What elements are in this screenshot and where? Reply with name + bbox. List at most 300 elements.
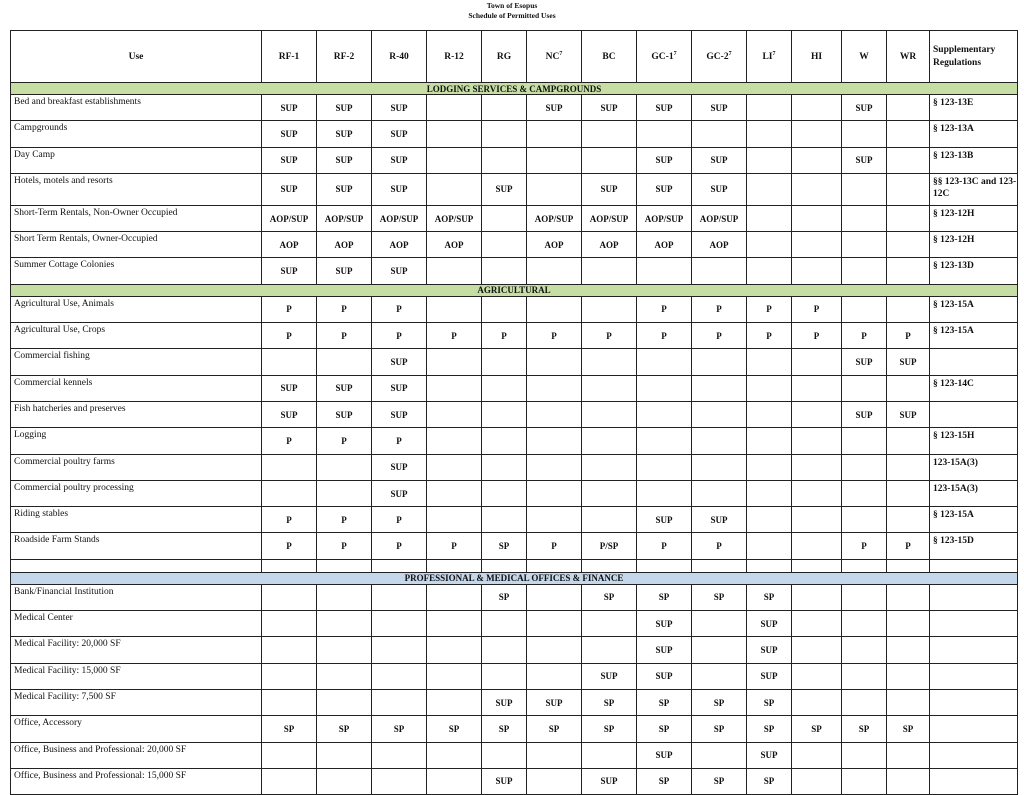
permission-cell (482, 147, 527, 173)
permission-cell (527, 401, 582, 427)
column-label: RF-1 (278, 51, 300, 62)
permission-cell (692, 375, 747, 401)
permission-cell: SP (747, 689, 792, 715)
column-label: BC (602, 51, 616, 62)
permission-cell: P (527, 533, 582, 559)
supplementary-regulation-cell (930, 584, 1018, 610)
permission-cell (792, 232, 842, 258)
permission-cell (482, 663, 527, 689)
permission-cell: SUP (317, 173, 372, 205)
column-label: GC-2 (706, 52, 729, 63)
permission-cell (637, 480, 692, 506)
supplementary-regulation-cell (930, 716, 1018, 742)
permission-cell (887, 173, 930, 205)
permission-cell (427, 480, 482, 506)
permission-cell (792, 173, 842, 205)
permission-cell: SP (842, 716, 887, 742)
column-header-gc-2 (692, 31, 747, 83)
permission-cell (842, 689, 887, 715)
permission-cell: SUP (692, 95, 747, 121)
permission-cell (887, 454, 930, 480)
permission-cell (317, 349, 372, 375)
column-label: WR (899, 51, 917, 62)
section-title: LODGING SERVICES & CAMPGROUNDS (11, 83, 1018, 95)
permission-cell (582, 121, 637, 147)
column-label: LI (762, 52, 773, 63)
permission-cell: P (692, 533, 747, 559)
permission-cell: SUP (637, 95, 692, 121)
permission-cell (842, 375, 887, 401)
permission-cell: SUP (372, 173, 427, 205)
permission-cell (372, 689, 427, 715)
permission-cell: P (372, 428, 427, 454)
permission-cell: SUP (262, 375, 317, 401)
permission-cell: SP (372, 716, 427, 742)
permission-cell (792, 375, 842, 401)
permission-cell (747, 428, 792, 454)
permission-cell (792, 584, 842, 610)
section-header-row (11, 83, 1018, 95)
permission-cell (792, 121, 842, 147)
permission-cell: P (792, 323, 842, 349)
permission-cell: SUP (887, 401, 930, 427)
permission-cell (482, 95, 527, 121)
permission-cell (842, 296, 887, 322)
permission-cell: P (747, 323, 792, 349)
supplementary-regulation-cell: § 123-15A (930, 296, 1018, 322)
use-cell: Day Camp (11, 147, 262, 173)
permission-cell (842, 454, 887, 480)
permission-cell (427, 258, 482, 284)
permission-cell: P (427, 533, 482, 559)
permission-cell (887, 663, 930, 689)
permission-cell: SUP (482, 768, 527, 794)
table-row (11, 428, 1018, 454)
use-cell: Medical Facility: 20,000 SF (11, 637, 262, 663)
column-header-r-12 (427, 31, 482, 83)
permission-cell: SP (582, 716, 637, 742)
permission-cell (792, 611, 842, 637)
use-cell: Commercial poultry farms (11, 454, 262, 480)
empty-cell (637, 559, 692, 572)
permission-cell (887, 768, 930, 794)
permission-cell: SUP (527, 689, 582, 715)
permission-cell (747, 454, 792, 480)
supplementary-regulation-cell: § 123-15A (930, 507, 1018, 533)
permission-cell (317, 637, 372, 663)
section-title: PROFESSIONAL & MEDICAL OFFICES & FINANCE (11, 572, 1018, 584)
permission-cell (262, 480, 317, 506)
permission-cell (427, 173, 482, 205)
permission-cell (317, 454, 372, 480)
permission-cell (262, 637, 317, 663)
permission-cell (792, 637, 842, 663)
permission-cell (482, 296, 527, 322)
permission-cell (582, 480, 637, 506)
permission-cell (692, 258, 747, 284)
permission-cell: SUP (372, 121, 427, 147)
permission-cell (692, 401, 747, 427)
permission-cell: P (317, 533, 372, 559)
permission-cell (582, 296, 637, 322)
permission-cell (482, 121, 527, 147)
permission-cell: SUP (372, 401, 427, 427)
permission-cell: SP (637, 716, 692, 742)
permission-cell (692, 454, 747, 480)
permission-cell (582, 258, 637, 284)
permission-cell (842, 768, 887, 794)
empty-cell (747, 559, 792, 572)
permission-cell (527, 611, 582, 637)
permission-cell (262, 663, 317, 689)
use-cell: Medical Facility: 15,000 SF (11, 663, 262, 689)
permission-cell: P (792, 296, 842, 322)
column-header-hi (792, 31, 842, 83)
permission-cell (262, 349, 317, 375)
table-row (11, 95, 1018, 121)
use-cell: Short-Term Rentals, Non-Owner Occupied (11, 205, 262, 231)
permission-cell: AOP/SUP (582, 205, 637, 231)
permission-cell (427, 349, 482, 375)
permission-cell: AOP/SUP (692, 205, 747, 231)
permission-cell: AOP/SUP (372, 205, 427, 231)
permission-cell (842, 258, 887, 284)
permission-cell: SUP (747, 742, 792, 768)
permission-cell (747, 349, 792, 375)
permission-cell (637, 121, 692, 147)
permission-cell (887, 584, 930, 610)
column-label: R-40 (389, 51, 409, 62)
permission-cell (317, 689, 372, 715)
permission-cell (692, 121, 747, 147)
permission-cell: SUP (262, 147, 317, 173)
permission-cell (637, 375, 692, 401)
permission-cell: SUP (582, 768, 637, 794)
permission-cell (842, 480, 887, 506)
supplementary-regulation-cell (930, 401, 1018, 427)
permission-cell: SUP (317, 401, 372, 427)
permission-cell (747, 173, 792, 205)
permission-cell (887, 121, 930, 147)
permission-cell: SP (792, 716, 842, 742)
permission-cell (842, 611, 887, 637)
permission-cell (637, 428, 692, 454)
permission-cell (317, 584, 372, 610)
permission-cell (372, 637, 427, 663)
use-cell: Medical Facility: 7,500 SF (11, 689, 262, 715)
permission-cell: SUP (372, 95, 427, 121)
supplementary-regulation-cell: § 123-15D (930, 533, 1018, 559)
permission-cell (427, 121, 482, 147)
permission-cell: AOP (262, 232, 317, 258)
column-header-rf-2 (317, 31, 372, 83)
permission-cell (427, 689, 482, 715)
permission-cell (792, 205, 842, 231)
supplementary-regulation-cell: § 123-13A (930, 121, 1018, 147)
column-header-wr (887, 31, 930, 83)
use-cell: Bank/Financial Institution (11, 584, 262, 610)
footnote-marker: 7 (559, 50, 563, 57)
permission-cell: SP (692, 689, 747, 715)
permission-cell (527, 480, 582, 506)
permission-cell (482, 480, 527, 506)
permission-cell: SUP (372, 454, 427, 480)
permission-cell: SP (692, 768, 747, 794)
document-title (0, 1, 1024, 21)
permission-cell: AOP/SUP (262, 205, 317, 231)
permission-cell: P (372, 323, 427, 349)
permission-cell (527, 375, 582, 401)
table-row (11, 768, 1018, 794)
supplementary-regulation-cell (930, 349, 1018, 375)
table-row (11, 349, 1018, 375)
use-cell: Medical Center (11, 611, 262, 637)
use-cell: Logging (11, 428, 262, 454)
supplementary-regulation-cell: § 123-13E (930, 95, 1018, 121)
permission-cell: P (262, 323, 317, 349)
permission-cell: P (317, 323, 372, 349)
use-cell: Campgrounds (11, 121, 262, 147)
permission-cell (527, 584, 582, 610)
permission-cell: SUP (582, 173, 637, 205)
table-row (11, 742, 1018, 768)
permission-cell (792, 258, 842, 284)
permission-cell (482, 611, 527, 637)
permission-cell (427, 768, 482, 794)
permission-cell (527, 121, 582, 147)
permission-cell: P (582, 323, 637, 349)
empty-cell (930, 559, 1018, 572)
section-header-row (11, 284, 1018, 296)
permission-cell (582, 611, 637, 637)
column-header-rg (482, 31, 527, 83)
permission-cell (482, 232, 527, 258)
footnote-marker: 7 (728, 50, 732, 57)
table-row (11, 584, 1018, 610)
permission-cell (887, 232, 930, 258)
table-row (11, 121, 1018, 147)
permission-cell (317, 768, 372, 794)
permission-cell: SP (692, 584, 747, 610)
permission-cell (887, 507, 930, 533)
permission-cell: SUP (262, 95, 317, 121)
permission-cell: P (527, 323, 582, 349)
permission-cell: SP (637, 689, 692, 715)
table-body (11, 83, 1018, 795)
permission-cell (887, 375, 930, 401)
permission-cell: SP (637, 584, 692, 610)
empty-cell (372, 559, 427, 572)
permission-cell (792, 95, 842, 121)
use-cell: Office, Business and Professional: 15,000 SF (11, 768, 262, 794)
supplementary-regulation-cell (930, 663, 1018, 689)
permission-cell: SUP (372, 349, 427, 375)
column-header-r-40 (372, 31, 427, 83)
table-row (11, 480, 1018, 506)
permission-cell: P (427, 323, 482, 349)
permission-cell (372, 742, 427, 768)
permission-cell: SP (747, 768, 792, 794)
permission-cell (747, 258, 792, 284)
table-row (11, 232, 1018, 258)
permission-cell (527, 768, 582, 794)
empty-cell (692, 559, 747, 572)
permission-cell: SP (482, 716, 527, 742)
use-cell: Office, Business and Professional: 20,000 SF (11, 742, 262, 768)
use-cell: Office, Accessory (11, 716, 262, 742)
permission-cell (842, 507, 887, 533)
permission-cell: SP (582, 584, 637, 610)
permission-cell (887, 205, 930, 231)
permission-cell (427, 147, 482, 173)
empty-cell (11, 559, 262, 572)
permission-cell: SUP (637, 611, 692, 637)
permission-cell: P (887, 533, 930, 559)
permission-cell (692, 742, 747, 768)
permission-cell: SP (637, 768, 692, 794)
permission-cell (792, 533, 842, 559)
permission-cell (747, 401, 792, 427)
permission-cell (887, 689, 930, 715)
use-cell: Short Term Rentals, Owner-Occupied (11, 232, 262, 258)
permission-cell: SUP (482, 173, 527, 205)
column-label: RG (496, 51, 512, 62)
empty-cell (792, 559, 842, 572)
supplementary-regulation-cell: § 123-15H (930, 428, 1018, 454)
table-row (11, 454, 1018, 480)
permission-cell (527, 147, 582, 173)
permission-cell: SP (527, 716, 582, 742)
permission-cell (842, 637, 887, 663)
permission-cell (482, 401, 527, 427)
permission-cell (792, 742, 842, 768)
permission-cell: SUP (842, 349, 887, 375)
empty-cell (482, 559, 527, 572)
permission-cell: SUP (637, 507, 692, 533)
permission-cell: P (842, 533, 887, 559)
permission-cell: P (887, 323, 930, 349)
permission-cell (527, 507, 582, 533)
permission-cell (692, 428, 747, 454)
permission-cell (692, 349, 747, 375)
permission-cell (372, 611, 427, 637)
permission-cell (482, 507, 527, 533)
permission-cell: SP (692, 716, 747, 742)
permission-cell (792, 147, 842, 173)
permission-cell (792, 401, 842, 427)
empty-cell (262, 559, 317, 572)
permission-cell: AOP (637, 232, 692, 258)
permission-cell (637, 258, 692, 284)
permission-cell (482, 375, 527, 401)
permission-cell (262, 584, 317, 610)
permission-cell: SP (262, 716, 317, 742)
permission-cell: SUP (262, 401, 317, 427)
permission-cell (527, 349, 582, 375)
permission-cell (372, 768, 427, 794)
permission-cell: SUP (842, 95, 887, 121)
schedule-table (10, 30, 1018, 795)
permission-cell: P (262, 428, 317, 454)
permission-cell (317, 742, 372, 768)
permission-cell (527, 258, 582, 284)
permission-cell (792, 349, 842, 375)
permission-cell (747, 533, 792, 559)
table-row (11, 507, 1018, 533)
permission-cell: AOP (372, 232, 427, 258)
permission-cell: SP (317, 716, 372, 742)
empty-cell (317, 559, 372, 572)
permission-cell (317, 663, 372, 689)
permission-cell (372, 663, 427, 689)
permission-cell: SUP (637, 173, 692, 205)
supplementary-regulation-cell: § 123-14C (930, 375, 1018, 401)
permission-cell: P (262, 533, 317, 559)
column-label: RF-2 (333, 51, 355, 62)
use-cell: Agricultural Use, Crops (11, 323, 262, 349)
use-cell: Commercial poultry processing (11, 480, 262, 506)
permission-cell (637, 401, 692, 427)
permission-cell (637, 454, 692, 480)
permission-cell: SUP (887, 349, 930, 375)
permission-cell: SUP (372, 147, 427, 173)
empty-cell (887, 559, 930, 572)
use-cell: Commercial fishing (11, 349, 262, 375)
permission-cell (582, 147, 637, 173)
permission-cell (427, 742, 482, 768)
column-label: Use (128, 51, 144, 62)
column-header-bc (582, 31, 637, 83)
permission-cell: SUP (692, 147, 747, 173)
supplementary-regulation-cell: § 123-12H (930, 232, 1018, 258)
table-row (11, 375, 1018, 401)
permission-cell: P (637, 323, 692, 349)
permission-cell: P (637, 533, 692, 559)
permission-cell (427, 296, 482, 322)
permission-cell (887, 428, 930, 454)
permission-cell (842, 742, 887, 768)
supplementary-regulation-cell (930, 768, 1018, 794)
permission-cell (637, 349, 692, 375)
permission-cell: SUP (317, 258, 372, 284)
permission-cell: AOP (527, 232, 582, 258)
table-row (11, 663, 1018, 689)
permission-cell (317, 480, 372, 506)
permission-cell: SP (582, 689, 637, 715)
permission-cell (262, 611, 317, 637)
empty-cell (582, 559, 637, 572)
use-cell: Bed and breakfast establishments (11, 95, 262, 121)
permission-cell: P (262, 296, 317, 322)
permission-cell (427, 428, 482, 454)
table-row (11, 611, 1018, 637)
permission-cell (527, 637, 582, 663)
permission-cell (482, 258, 527, 284)
table-row (11, 258, 1018, 284)
permission-cell (792, 663, 842, 689)
empty-cell (427, 559, 482, 572)
permission-cell (582, 428, 637, 454)
permission-cell: SP (482, 533, 527, 559)
column-label: R-12 (444, 51, 464, 62)
permission-cell (692, 663, 747, 689)
use-cell: Riding stables (11, 507, 262, 533)
permission-cell (792, 428, 842, 454)
column-header-use (11, 31, 262, 83)
column-header-w (842, 31, 887, 83)
permission-cell (692, 637, 747, 663)
permission-cell (792, 454, 842, 480)
